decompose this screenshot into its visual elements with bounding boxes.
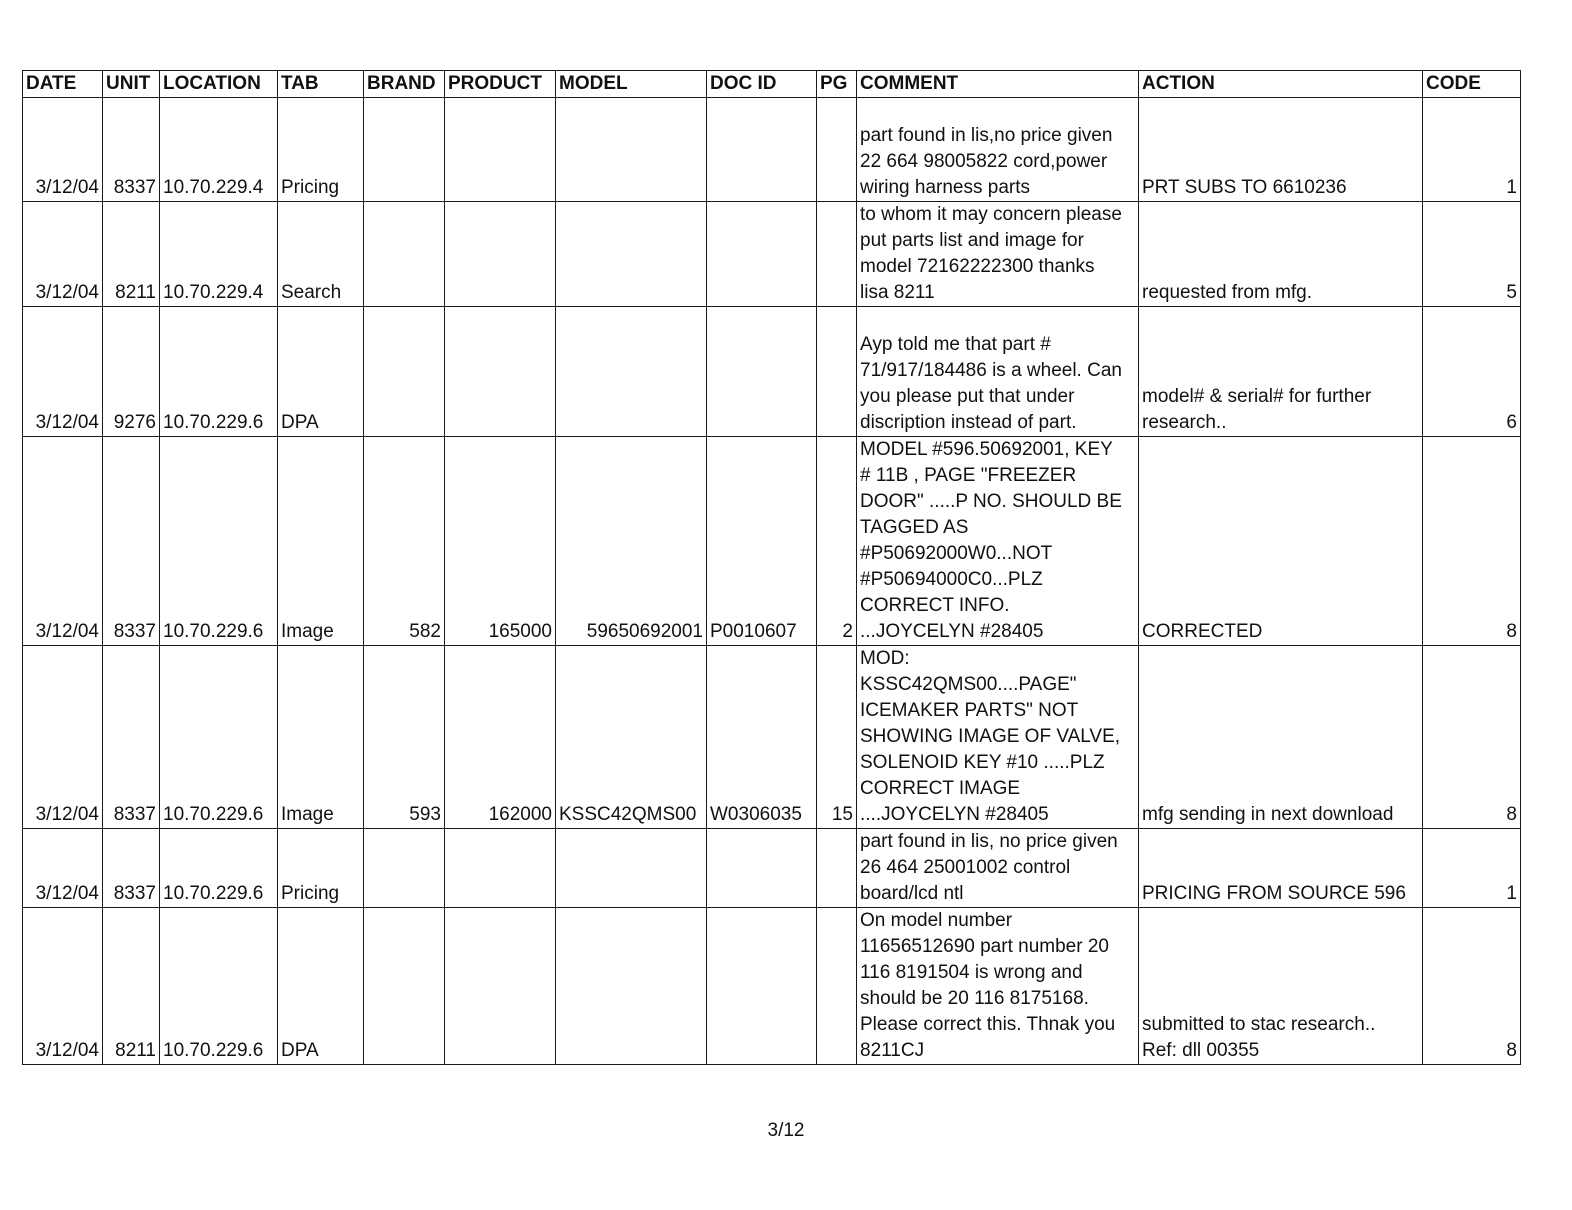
table-row xyxy=(23,908,1521,1065)
cell-location: 10.70.229.6 xyxy=(160,307,278,437)
cell-date: 3/12/04 xyxy=(23,908,103,1065)
column-header-model: MODEL xyxy=(556,71,707,98)
cell-code: 1 xyxy=(1423,98,1521,202)
cell-product: 162000 xyxy=(445,646,556,829)
cell-doc-id: W0306035 xyxy=(707,646,817,829)
log-body xyxy=(23,98,1521,1065)
cell-doc-id xyxy=(707,908,817,1065)
cell-pg: 15 xyxy=(817,646,857,829)
column-header-location: LOCATION xyxy=(160,71,278,98)
cell-code: 8 xyxy=(1423,908,1521,1065)
log-table xyxy=(22,70,1521,1065)
cell-action: submitted to stac research.. Ref: dll 00355 xyxy=(1139,908,1423,1065)
cell-model: 59650692001 xyxy=(556,437,707,646)
cell-pg xyxy=(817,307,857,437)
cell-date: 3/12/04 xyxy=(23,646,103,829)
cell-tab: Search xyxy=(278,202,364,307)
cell-product xyxy=(445,908,556,1065)
cell-date: 3/12/04 xyxy=(23,829,103,908)
column-header-unit: UNIT xyxy=(103,71,160,98)
table-row xyxy=(23,202,1521,307)
cell-model xyxy=(556,98,707,202)
table-row xyxy=(23,98,1521,202)
cell-tab: Pricing xyxy=(278,98,364,202)
cell-code: 1 xyxy=(1423,829,1521,908)
cell-code: 8 xyxy=(1423,646,1521,829)
cell-model xyxy=(556,908,707,1065)
cell-code: 6 xyxy=(1423,307,1521,437)
cell-pg xyxy=(817,202,857,307)
cell-location: 10.70.229.6 xyxy=(160,908,278,1065)
cell-unit: 8337 xyxy=(103,98,160,202)
cell-comment: Ayp told me that part # 71/917/184486 is a wheel. Can you please put that under discription instead of part. xyxy=(857,307,1139,437)
column-header-pg: PG xyxy=(817,71,857,98)
cell-action: requested from mfg. xyxy=(1139,202,1423,307)
cell-action: PRT SUBS TO 6610236 xyxy=(1139,98,1423,202)
cell-unit: 8211 xyxy=(103,202,160,307)
cell-product: 165000 xyxy=(445,437,556,646)
cell-doc-id xyxy=(707,98,817,202)
cell-comment: to whom it may concern please put parts list and image for model 72162222300 thanks lisa 8211 xyxy=(857,202,1139,307)
header-row xyxy=(23,71,1521,98)
cell-code: 8 xyxy=(1423,437,1521,646)
cell-date: 3/12/04 xyxy=(23,437,103,646)
cell-comment: part found in lis, no price given 26 464 25001002 control board/lcd ntl xyxy=(857,829,1139,908)
cell-model xyxy=(556,202,707,307)
cell-pg: 2 xyxy=(817,437,857,646)
cell-brand xyxy=(364,307,445,437)
cell-comment: part found in lis,no price given 22 664 98005822 cord,power wiring harness parts xyxy=(857,98,1139,202)
cell-product xyxy=(445,98,556,202)
cell-location: 10.70.229.4 xyxy=(160,202,278,307)
cell-product xyxy=(445,307,556,437)
cell-tab: DPA xyxy=(278,908,364,1065)
column-header-doc-id: DOC ID xyxy=(707,71,817,98)
column-header-brand: BRAND xyxy=(364,71,445,98)
table-row xyxy=(23,646,1521,829)
cell-brand: 593 xyxy=(364,646,445,829)
cell-product xyxy=(445,202,556,307)
cell-brand xyxy=(364,98,445,202)
cell-model xyxy=(556,829,707,908)
column-header-date: DATE xyxy=(23,71,103,98)
column-header-action: ACTION xyxy=(1139,71,1423,98)
cell-action: PRICING FROM SOURCE 596 xyxy=(1139,829,1423,908)
cell-action: CORRECTED xyxy=(1139,437,1423,646)
cell-comment: MOD: KSSC42QMS00....PAGE" ICEMAKER PARTS" NOT SHOWING IMAGE OF VALVE, SOLENOID KEY #10 .....PLZ CORRECT IMAGE ....JOYCELYN #28405 xyxy=(857,646,1139,829)
cell-pg xyxy=(817,908,857,1065)
column-header-product: PRODUCT xyxy=(445,71,556,98)
cell-unit: 8337 xyxy=(103,646,160,829)
cell-model xyxy=(556,307,707,437)
cell-date: 3/12/04 xyxy=(23,307,103,437)
cell-location: 10.70.229.6 xyxy=(160,829,278,908)
cell-tab: Pricing xyxy=(278,829,364,908)
cell-date: 3/12/04 xyxy=(23,202,103,307)
table-row xyxy=(23,307,1521,437)
cell-tab: Image xyxy=(278,646,364,829)
cell-model: KSSC42QMS00 xyxy=(556,646,707,829)
cell-brand xyxy=(364,829,445,908)
cell-doc-id xyxy=(707,829,817,908)
cell-comment: On model number 11656512690 part number 20 116 8191504 is wrong and should be 20 116 8175168. Please correct this. Thnak you 8211CJ xyxy=(857,908,1139,1065)
cell-brand xyxy=(364,908,445,1065)
column-header-comment: COMMENT xyxy=(857,71,1139,98)
cell-unit: 8211 xyxy=(103,908,160,1065)
cell-pg xyxy=(817,98,857,202)
cell-date: 3/12/04 xyxy=(23,98,103,202)
cell-location: 10.70.229.6 xyxy=(160,646,278,829)
cell-tab: DPA xyxy=(278,307,364,437)
column-header-code: CODE xyxy=(1423,71,1521,98)
cell-location: 10.70.229.6 xyxy=(160,437,278,646)
cell-tab: Image xyxy=(278,437,364,646)
cell-action: mfg sending in next download xyxy=(1139,646,1423,829)
cell-doc-id: P0010607 xyxy=(707,437,817,646)
table-row xyxy=(23,437,1521,646)
cell-comment: MODEL #596.50692001, KEY # 11B , PAGE "FREEZER DOOR" .....P NO. SHOULD BE TAGGED AS #P50692000W0...NOT #P50694000C0...PLZ CORRECT INFO. ...JOYCELYN #28405 xyxy=(857,437,1139,646)
cell-doc-id xyxy=(707,307,817,437)
cell-brand: 582 xyxy=(364,437,445,646)
cell-product xyxy=(445,829,556,908)
cell-code: 5 xyxy=(1423,202,1521,307)
cell-unit: 9276 xyxy=(103,307,160,437)
column-header-tab: TAB xyxy=(278,71,364,98)
cell-unit: 8337 xyxy=(103,437,160,646)
cell-location: 10.70.229.4 xyxy=(160,98,278,202)
cell-pg xyxy=(817,829,857,908)
page-number: 3/12 xyxy=(767,1120,805,1141)
cell-unit: 8337 xyxy=(103,829,160,908)
cell-doc-id xyxy=(707,202,817,307)
table-row xyxy=(23,829,1521,908)
cell-brand xyxy=(364,202,445,307)
cell-action: model# & serial# for further research.. xyxy=(1139,307,1423,437)
